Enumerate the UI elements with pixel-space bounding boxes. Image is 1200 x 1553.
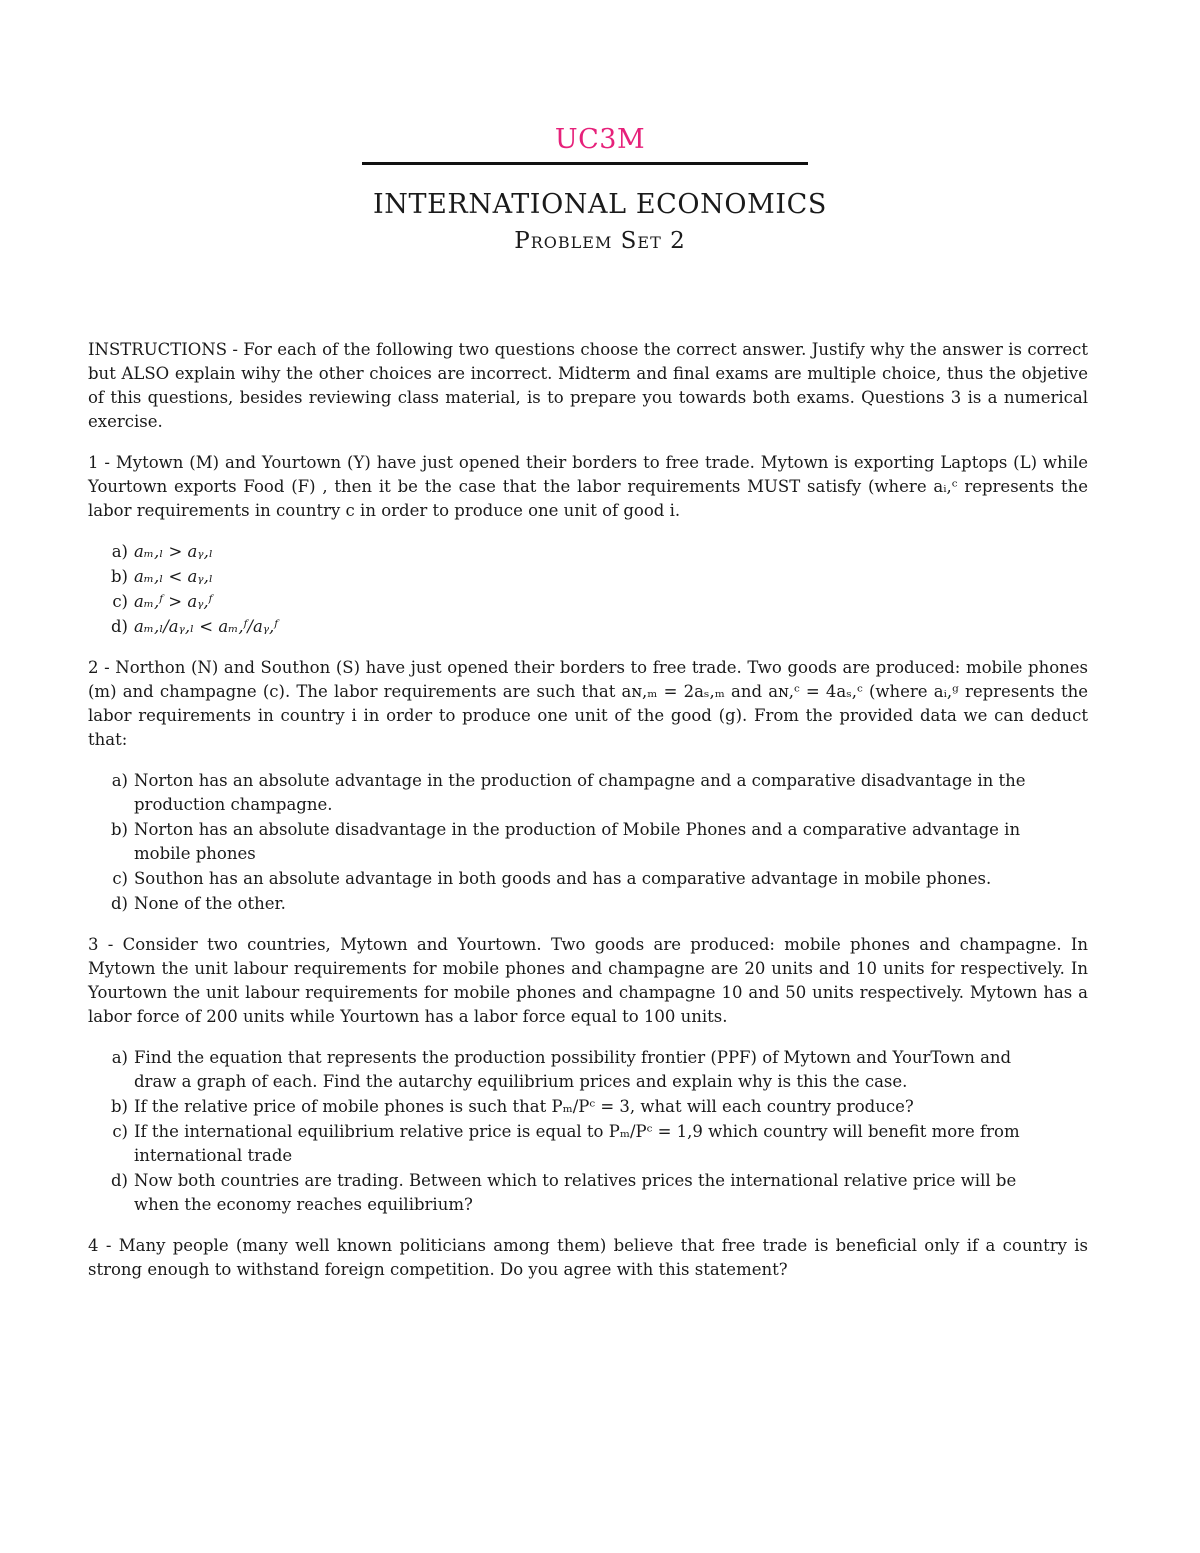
question-2-choices	[88, 769, 1088, 916]
question-3-text: 3 - Consider two countries, Mytown and Yourtown. Two goods are produced: mobile phones and champagne. In Mytown the unit labour requirements for mobile phones and champagne are 20 units and 10 units for respectively. In Yourtown the unit labour requirements for mobile phones and champagne 10 and 50 units respectively. Mytown has a labor force of 200 units while Yourtown has a labor force equal to 100 units.	[88, 935, 1088, 1026]
choice-item	[88, 615, 1088, 639]
choice-label: a)	[111, 1048, 128, 1067]
document-body	[88, 338, 1088, 1299]
choice-item	[88, 565, 1088, 589]
choice-label: b)	[111, 820, 128, 839]
choice-label: a)	[111, 542, 128, 561]
choice-text: aₘ,ₗ > aᵧ,ₗ	[134, 542, 213, 561]
choice-label: b)	[111, 1097, 128, 1116]
choice-text: None of the other.	[134, 894, 286, 913]
choice-item	[88, 1169, 1088, 1217]
choice-item	[88, 1120, 1088, 1168]
choice-item	[88, 769, 1088, 817]
choice-text: Southon has an absolute advantage in both goods and has a comparative advantage in mobile phones.	[134, 869, 992, 888]
choice-text: aₘ,ᶠ > aᵧ,ᶠ	[134, 592, 213, 611]
choice-label: d)	[111, 894, 128, 913]
choice-text: Norton has an absolute advantage in the production of champagne and a comparative disadvantage in the production champagne.	[134, 771, 1026, 814]
choice-label: b)	[111, 567, 128, 586]
university-logo-text: UC3M	[554, 124, 646, 155]
choice-label: d)	[111, 617, 128, 636]
choice-text: Now both countries are trading. Between which to relatives prices the international relative price will be when the economy reaches equilibrium?	[134, 1171, 1017, 1214]
question-1-choices	[88, 540, 1088, 639]
question-3-choices	[88, 1046, 1088, 1217]
instructions-paragraph: INSTRUCTIONS - For each of the following two questions choose the correct answer. Justify why the answer is correct but ALSO explain wihy the other choices are incorrect. Midterm and final exams are multiple choice, thus the objetive of this questions, besides reviewing class material, is to prepare you towards both exams. Questions 3 is a numerical exercise.	[88, 340, 1088, 431]
choice-item	[88, 540, 1088, 564]
choice-label: c)	[112, 592, 128, 611]
choice-item	[88, 818, 1088, 866]
problem-set-title: Problem Set 2	[514, 228, 686, 254]
choice-text: If the relative price of mobile phones is such that Pₘ/Pᶜ = 3, what will each country produce?	[134, 1097, 914, 1116]
choice-text: If the international equilibrium relative price is equal to Pₘ/Pᶜ = 1,9 which country will benefit more from international trade	[134, 1122, 1020, 1165]
choice-label: c)	[112, 1122, 128, 1141]
question-4-text: 4 - Many people (many well known politicians among them) believe that free trade is beneficial only if a country is strong enough to withstand foreign competition. Do you agree with this statement?	[88, 1236, 1088, 1279]
choice-text: Norton has an absolute disadvantage in the production of Mobile Phones and a comparative advantage in mobile phones	[134, 820, 1021, 863]
choice-item	[88, 1095, 1088, 1119]
choice-item	[88, 867, 1088, 891]
choice-label: d)	[111, 1171, 128, 1190]
course-title: INTERNATIONAL ECONOMICS	[373, 189, 827, 220]
question-2-text: 2 - Northon (N) and Southon (S) have just opened their borders to free trade. Two goods are produced: mobile phones (m) and champagne (c). The labor requirements are such that aɴ,ₘ = 2aₛ,ₘ and aɴ,ᶜ = 4aₛ,ᶜ (where aᵢ,ᵍ represents the labor requirements in country i in order to produce one unit of the good (g). From the provided data we can deduct that:	[88, 658, 1088, 749]
choice-item	[88, 1046, 1088, 1094]
choice-label: a)	[111, 771, 128, 790]
choice-item	[88, 892, 1088, 916]
choice-label: c)	[112, 869, 128, 888]
header-divider	[362, 162, 808, 165]
choice-text: aₘ,ₗ < aᵧ,ₗ	[134, 567, 213, 586]
choice-text: Find the equation that represents the production possibility frontier (PPF) of Mytown and YourTown and draw a graph of each. Find the autarchy equilibrium prices and explain why is this the case.	[134, 1048, 1012, 1091]
question-1-text: 1 - Mytown (M) and Yourtown (Y) have just opened their borders to free trade. Mytown is exporting Laptops (L) while Yourtown exports Food (F) , then it be the case that the labor requirements MUST satisfy (where aᵢ,ᶜ represents the labor requirements in country c in order to produce one unit of good i.	[88, 453, 1088, 520]
choice-item	[88, 590, 1088, 614]
choice-text: aₘ,ₗ/aᵧ,ₗ < aₘ,ᶠ/aᵧ,ᶠ	[134, 617, 279, 636]
